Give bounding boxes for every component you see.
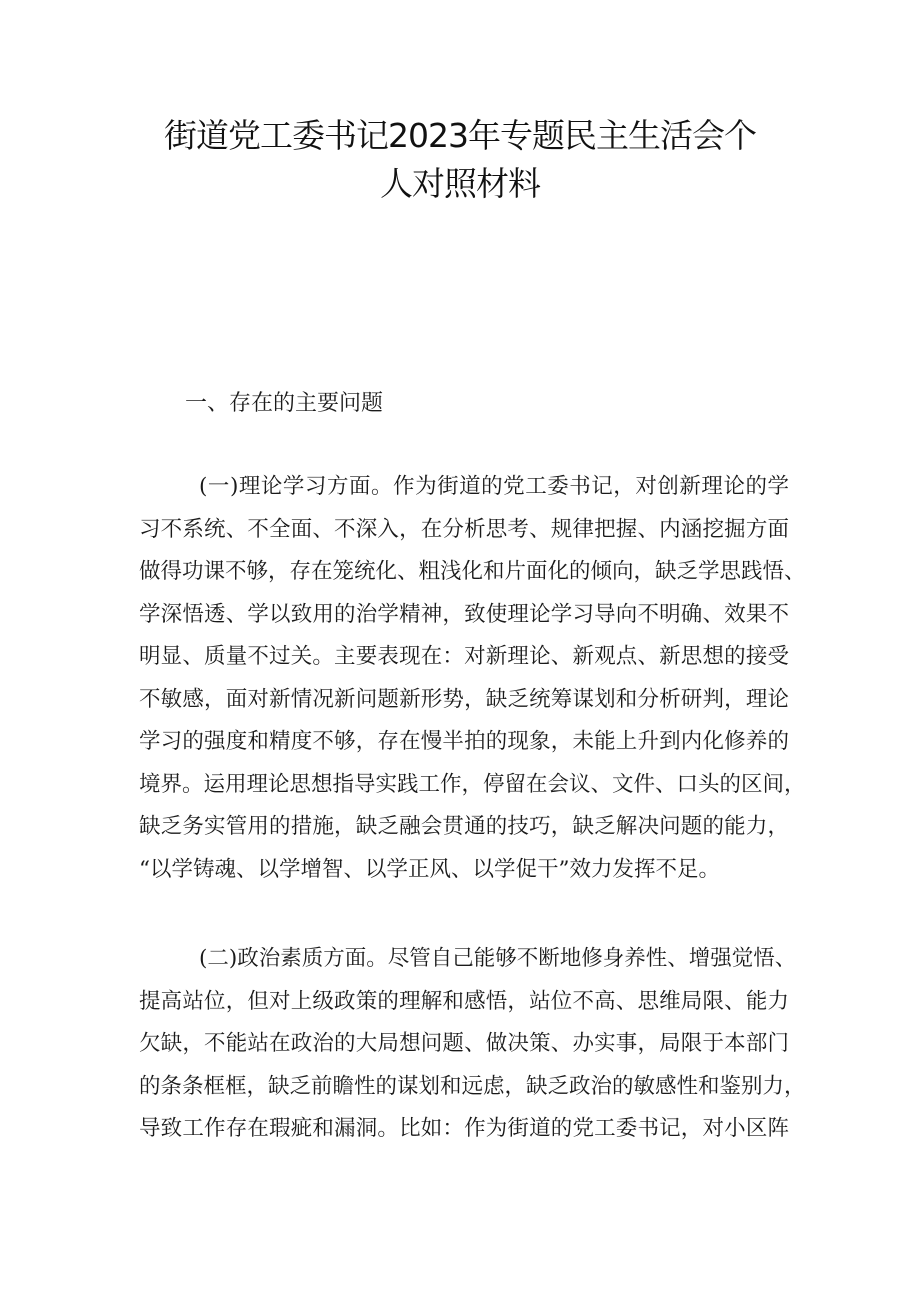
document-title [150,112,770,208]
paragraph-line: 学深悟透、学以致用的治学精神，致使理论学习导向不明确、效果不 [139,601,789,627]
paragraph-line: 不敏感，面对新情况新问题新形势，缺乏统筹谋划和分析研判，理论 [139,686,789,712]
paragraph-line: (二)政治素质方面。尽管自己能够不断地修身养性、增强觉悟、 [199,946,797,971]
paragraph-line: 明显、质量不过关。主要表现在：对新理论、新观点、新思想的接受 [139,644,789,669]
section-heading: 一、存在的主要问题 [185,391,384,416]
document-title-line-2: 人对照材料 [380,164,540,203]
paragraph-line: 欠缺，不能站在政治的大局想问题、做决策、办实事，局限于本部门 [139,1031,789,1056]
paragraph-theory-study [139,466,806,891]
paragraph-line: 导致工作存在瑕疵和漏洞。比如：作为街道的党工委书记，对小区阵 [139,1116,789,1141]
paragraph-line: 习不系统、不全面、不深入，在分析思考、规律把握、内涵挖掘方面 [139,516,789,542]
paragraph-line: 提高站位，但对上级政策的理解和感悟，站位不高、思维局限、能力 [139,988,789,1014]
paragraph-line: 做得功课不够，存在笼统化、粗浅化和片面化的倾向，缺乏学思践悟、 [139,559,806,584]
paragraph-line: “以学铸魂、以学增智、以学正风、以学促干”效力发挥不足。 [139,856,720,882]
paragraph-line: 缺乏务实管用的措施，缺乏融会贯通的技巧，缺乏解决问题的能力， [139,814,789,839]
paragraph-political-quality [139,938,806,1151]
paragraph-line: 的条条框框，缺乏前瞻性的谋划和远虑，缺乏政治的敏感性和鉴别力， [139,1073,806,1099]
paragraph-line: 学习的强度和精度不够，存在慢半拍的现象，未能上升到内化修养的 [139,729,789,754]
paragraph-line: 境界。运用理论思想指导实践工作，停留在会议、文件、口头的区间， [139,771,806,797]
paragraph-line: (一)理论学习方面。作为街道的党工委书记，对创新理论的学 [199,474,789,499]
document-title-line-1: 街道党工委书记2023年专题民主生活会个 [164,116,756,155]
